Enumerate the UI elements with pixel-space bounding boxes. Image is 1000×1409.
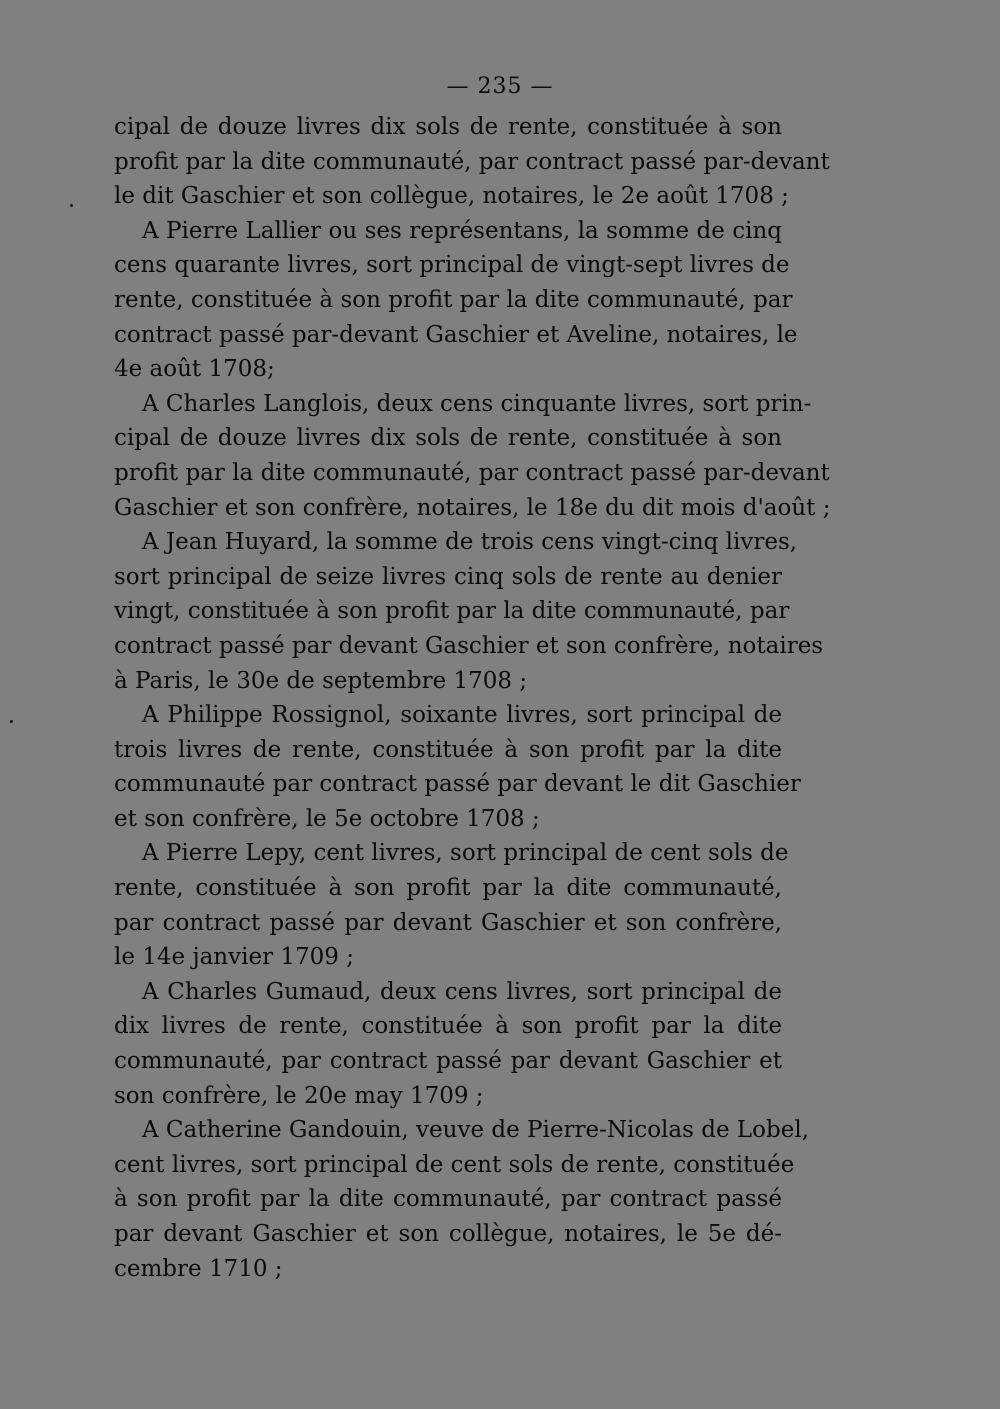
scan-speck [70, 204, 73, 207]
text-line: rente, constituée à son profit par la dite communauté, [114, 875, 782, 902]
text-line: le 14e janvier 1709 ; [114, 944, 354, 971]
text-line: cipal de douze livres dix sols de rente, constituée à son [114, 114, 782, 140]
text-line: A Charles Gumaud, deux cens livres, sort principal de [142, 978, 782, 1005]
text-line: par contract passé par devant Gaschier et son confrère, [114, 909, 782, 936]
text-line: cent livres, sort principal de cent sols de rente, constituée [114, 1151, 795, 1178]
scan-speck [10, 720, 13, 723]
text-line: communauté, par contract passé par devant Gaschier et [114, 1048, 782, 1075]
text-line: trois livres de rente, constituée à son profit par la dite [114, 736, 782, 763]
text-line: à Paris, le 30e de septembre 1708 ; [114, 667, 528, 694]
text-line: A Catherine Gandouin, veuve de Pierre-Nicolas de Lobel, [142, 1117, 810, 1144]
text-line: contract passé par-devant Gaschier et Aveline, notaires, le [114, 321, 798, 348]
text-line: profit par la dite communauté, par contract passé par-devant [114, 459, 830, 486]
body-text [114, 110, 831, 1286]
text-line: A Charles Langlois, deux cens cinquante livres, sort prin- [142, 390, 812, 417]
text-line: dix livres de rente, constituée à son profit par la dite [114, 1013, 782, 1040]
page-number: — 235 — [446, 74, 554, 99]
text-line: cembre 1710 ; [114, 1255, 283, 1282]
text-line: par devant Gaschier et son collègue, notaires, le 5e dé- [114, 1221, 782, 1247]
text-line: cens quarante livres, sort principal de vingt-sept livres de [114, 252, 790, 279]
text-line: à son profit par la dite communauté, par contract passé [114, 1186, 782, 1213]
text-line: A Philippe Rossignol, soixante livres, sort principal de [142, 702, 782, 729]
text-line: A Pierre Lepy, cent livres, sort principal de cent sols de [142, 840, 789, 867]
text-line: Gaschier et son confrère, notaires, le 18e du dit mois d'août ; [114, 494, 831, 521]
text-line: sort principal de seize livres cinq sols de rente au denier [114, 563, 782, 590]
text-line: A Jean Huyard, la somme de trois cens vingt-cinq livres, [142, 529, 798, 556]
text-line: cipal de douze livres dix sols de rente, constituée à son [114, 425, 782, 452]
text-line: 4e août 1708; [114, 356, 275, 383]
text-line: et son confrère, le 5e octobre 1708 ; [114, 805, 540, 832]
text-line: profit par la dite communauté, par contract passé par-devant [114, 148, 830, 175]
text-line: rente, constituée à son profit par la dite communauté, par [114, 286, 793, 313]
text-line: communauté par contract passé par devant le dit Gaschier [114, 771, 801, 798]
text-line: son confrère, le 20e may 1709 ; [114, 1082, 484, 1109]
text-line: vingt, constituée à son profit par la dite communauté, par [114, 598, 790, 625]
text-line: A Pierre Lallier ou ses représentans, la somme de cinq [142, 217, 782, 244]
text-line: contract passé par devant Gaschier et son confrère, notaires [114, 632, 824, 659]
text-line: le dit Gaschier et son collègue, notaires, le 2e août 1708 ; [114, 183, 789, 210]
